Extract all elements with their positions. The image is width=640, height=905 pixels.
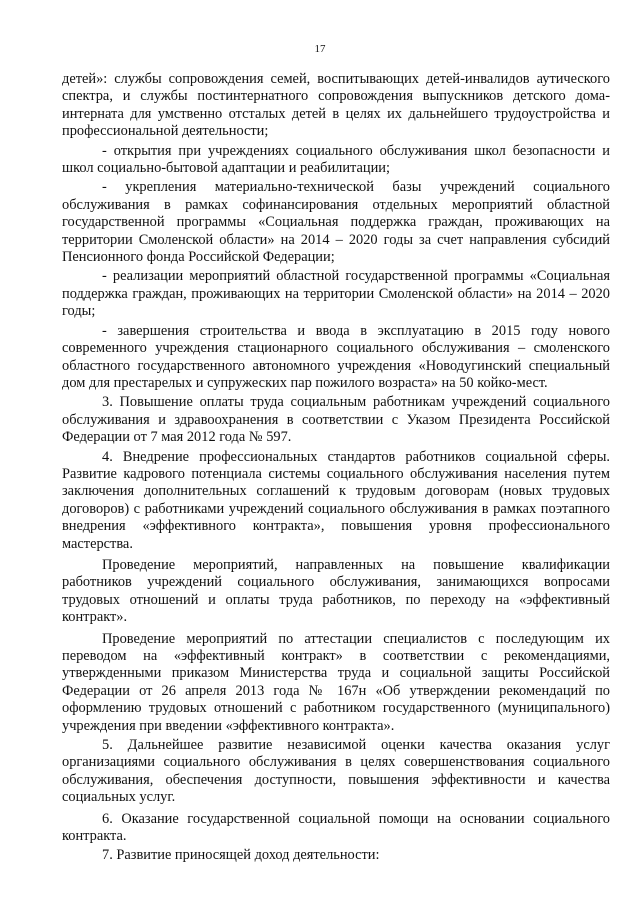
paragraph: - реализации мероприятий областной государственной программы «Социальная поддержка граждан, проживающих на территории Смоленской области» на 2014 – 2020 годы; xyxy=(62,268,610,320)
document-body xyxy=(62,71,610,867)
paragraph: - завершения строительства и ввода в эксплуатацию в 2015 году нового современного учреждения стационарного социального обслуживания – смоленского областного государственного автономного учреждения «Новодугинский специальный дом для престарелых и супружеских пар пожилого возраста» на 50 койко-мест. xyxy=(62,322,610,391)
paragraph: Проведение мероприятий по аттестации специалистов с последующим их переводом на «эффективный контракт» в соответствии с рекомендациями, утвержденными приказом Министерства труда и социальной защиты Российской Федерации от 26 апреля 2013 года № 167н «Об утверждении рекомендаций по оформлению трудовых отношений с работником государственного (муниципального) учреждения при введении «эффективного контракта». xyxy=(62,630,610,734)
paragraph: 4. Внедрение профессиональных стандартов работников социальной сферы. Развитие кадрового потенциала системы социального обслуживания населения путем заключения дополнительных соглашений к трудовым договорам (новых трудовых договоров) с работниками учреждений социального обслуживания в рамках поэтапного внедрения «эффективного контракта», повышения уровня профессионального мастерства. xyxy=(62,448,610,552)
paragraph: 7. Развитие приносящей доход деятельности: xyxy=(102,847,380,864)
paragraph: Проведение мероприятий, направленных на повышение квалификации работников учреждений социального обслуживания, занимающихся вопросами трудовых отношений и оплаты труда работников, по переходу на «эффективный контракт». xyxy=(62,556,610,626)
paragraph: 5. Дальнейшее развитие независимой оценки качества оказания услуг организациями социального обслуживания в целях совершенствования социального обслуживания, обеспечения доступности, повышения эффективности и качества социальных услуг. xyxy=(62,737,610,806)
paragraph: - укрепления материально-технической базы учреждений социального обслуживания в рамках софинансирования отдельных мероприятий областной государственной программы «Социальная поддержка граждан, проживающих на территории Смоленской области» на 2014 – 2020 годы за счет направления субсидий Пенсионного фонда Российской Федерации; xyxy=(62,179,610,266)
paragraph: детей»: службы сопровождения семей, воспитывающих детей-инвалидов аутического спектра, и службы постинтернатного сопровождения выпускников детского дома-интерната для умственно отсталых детей в целях их дальнейшего трудоустройства и профессиональной деятельности; xyxy=(62,71,610,140)
page-number: 17 xyxy=(314,43,326,55)
paragraph: 6. Оказание государственной социальной помощи на основании социального контракта. xyxy=(62,810,610,845)
paragraph: - открытия при учреждениях социального обслуживания школ безопасности и школ социально-бытовой адаптации и реабилитации; xyxy=(62,142,610,177)
paragraph: 3. Повышение оплаты труда социальным работникам учреждений социального обслуживания и здравоохранения в соответствии с Указом Президента Российской Федерации от 7 мая 2012 года № 597. xyxy=(62,394,610,446)
